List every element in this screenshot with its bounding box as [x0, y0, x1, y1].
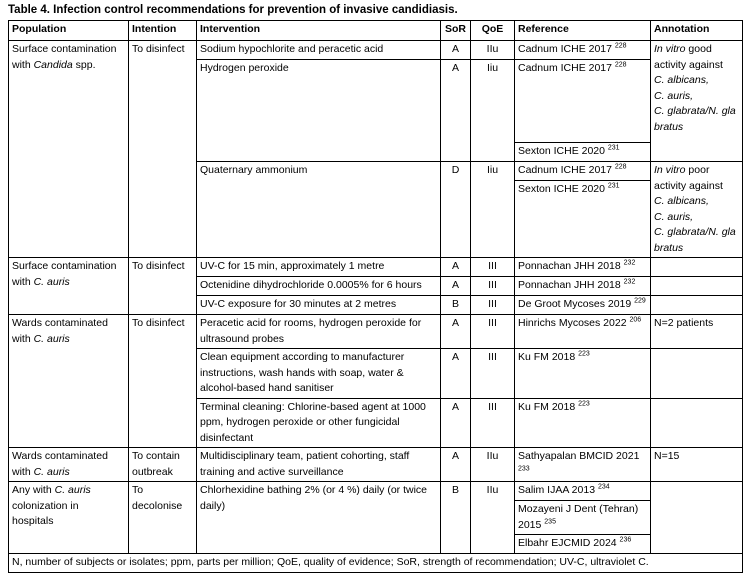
table-title: Table 4. Infection control recommendations for prevention of invasive candidiasis.: [8, 4, 458, 16]
cell-reference: Cadnum ICHE 2017 $^{228}$: [515, 41, 651, 60]
cell-annotation: [651, 296, 743, 315]
col-header-intervention: Intervention: [197, 21, 441, 41]
table-footnote-row: [9, 554, 743, 573]
cell-annotation: N=15: [651, 448, 743, 482]
cell-intervention: Hydrogen peroxide: [197, 60, 441, 162]
cell-annotation: [651, 482, 743, 554]
cell-sor: A: [441, 60, 471, 162]
cell-qoe: III: [471, 315, 515, 349]
cell-reference: Ku FM 2018 $^{223}$: [515, 398, 651, 448]
table-row: [9, 482, 743, 501]
footnote: N, number of subjects or isolates; ppm, parts per million; QoE, quality of evidence; SoR, strength of recommendation; UV-C, ultraviolet C.: [9, 554, 743, 573]
cell-qoe: III: [471, 277, 515, 296]
cell-reference: Elbahr EJCMID 2024 $^{236}$: [515, 535, 651, 554]
cell-reference: Ku FM 2018 $^{223}$: [515, 349, 651, 399]
cell-reference: Sexton ICHE 2020 $^{231}$: [515, 181, 651, 258]
cell-sor: A: [441, 41, 471, 60]
cell-reference: Cadnum ICHE 2017 $^{228}$: [515, 60, 651, 143]
cell-annotation: [651, 398, 743, 448]
cell-intention: To decolonise: [129, 482, 197, 554]
cell-reference: Hinrichs Mycoses 2022 $^{206}$: [515, 315, 651, 349]
cell-annotation: In vitro good activity against C. albicans, C. auris, C. glabrata/N. gla bratus: [651, 41, 743, 162]
cell-qoe: IIu: [471, 482, 515, 554]
cell-population: Wards contaminated with C. auris: [9, 448, 129, 482]
cell-intervention: Peracetic acid for rooms, hydrogen peroxide for ultrasound probes: [197, 315, 441, 349]
cell-sor: A: [441, 398, 471, 448]
table-row: [9, 448, 743, 482]
col-header-population: Population: [9, 21, 129, 41]
cell-qoe: IIu: [471, 41, 515, 60]
cell-reference: Ponnachan JHH 2018 $^{232}$: [515, 277, 651, 296]
cell-qoe: IIu: [471, 448, 515, 482]
table-row: [9, 258, 743, 277]
cell-sor: A: [441, 277, 471, 296]
cell-qoe: Iiu: [471, 162, 515, 258]
col-header-annotation: Annotation: [651, 21, 743, 41]
cell-intervention: Quaternary ammonium: [197, 162, 441, 258]
cell-intervention: UV-C exposure for 30 minutes at 2 metres: [197, 296, 441, 315]
cell-reference: Sathyapalan BMCID 2021 $^{233}$: [515, 448, 651, 482]
cell-sor: A: [441, 258, 471, 277]
cell-sor: A: [441, 448, 471, 482]
cell-reference: Salim IJAA 2013 $^{234}$: [515, 482, 651, 501]
table-row: [9, 315, 743, 349]
cell-annotation: [651, 258, 743, 277]
cell-qoe: Iiu: [471, 60, 515, 162]
cell-intervention: Clean equipment according to manufacturer instructions, wash hands with soap, water & alcohol-based hand sanitiser: [197, 349, 441, 399]
cell-sor: B: [441, 296, 471, 315]
cell-annotation: N=2 patients: [651, 315, 743, 349]
cell-annotation: [651, 349, 743, 399]
cell-intention: To disinfect: [129, 315, 197, 448]
cell-population: Any with C. auris colonization in hospitals: [9, 482, 129, 554]
col-header-reference: Reference: [515, 21, 651, 41]
cell-intervention: Multidisciplinary team, patient cohorting, staff training and active surveillance: [197, 448, 441, 482]
cell-intention: To contain outbreak: [129, 448, 197, 482]
cell-sor: A: [441, 349, 471, 399]
cell-intervention: Terminal cleaning: Chlorine-based agent at 1000 ppm, hydrogen peroxide or other fungicidal disinfectant: [197, 398, 441, 448]
cell-sor: B: [441, 482, 471, 554]
col-header-intention: Intention: [129, 21, 197, 41]
cell-intention: To disinfect: [129, 41, 197, 258]
table-row: [9, 41, 743, 60]
infection-control-table: [8, 20, 743, 573]
cell-qoe: III: [471, 398, 515, 448]
cell-reference: De Groot Mycoses 2019 $^{229}$: [515, 296, 651, 315]
cell-intervention: Chlorhexidine bathing 2% (or 4 %) daily (or twice daily): [197, 482, 441, 554]
cell-annotation: [651, 277, 743, 296]
cell-qoe: III: [471, 349, 515, 399]
cell-reference: Cadnum ICHE 2017 $^{228}$: [515, 162, 651, 181]
cell-population: Surface contamination with C. auris: [9, 258, 129, 315]
cell-intervention: Sodium hypochlorite and peracetic acid: [197, 41, 441, 60]
cell-reference: Ponnachan JHH 2018 $^{232}$: [515, 258, 651, 277]
cell-sor: A: [441, 315, 471, 349]
cell-qoe: III: [471, 258, 515, 277]
cell-annotation: In vitro poor activity against C. albicans, C. auris, C. glabrata/N. gla bratus: [651, 162, 743, 258]
cell-population: Surface contamination with Candida spp.: [9, 41, 129, 258]
cell-intervention: Octenidine dihydrochloride 0.0005% for 6 hours: [197, 277, 441, 296]
col-header-sor: SoR: [441, 21, 471, 41]
cell-reference: Mozayeni J Dent (Tehran) 2015 $^{235}$: [515, 501, 651, 535]
col-header-qoe: QoE: [471, 21, 515, 41]
cell-population: Wards contaminated with C. auris: [9, 315, 129, 448]
table-header-row: [9, 21, 743, 41]
cell-intention: To disinfect: [129, 258, 197, 315]
cell-qoe: III: [471, 296, 515, 315]
cell-sor: D: [441, 162, 471, 258]
cell-intervention: UV-C for 15 min, approximately 1 metre: [197, 258, 441, 277]
cell-reference: Sexton ICHE 2020 $^{231}$: [515, 143, 651, 162]
